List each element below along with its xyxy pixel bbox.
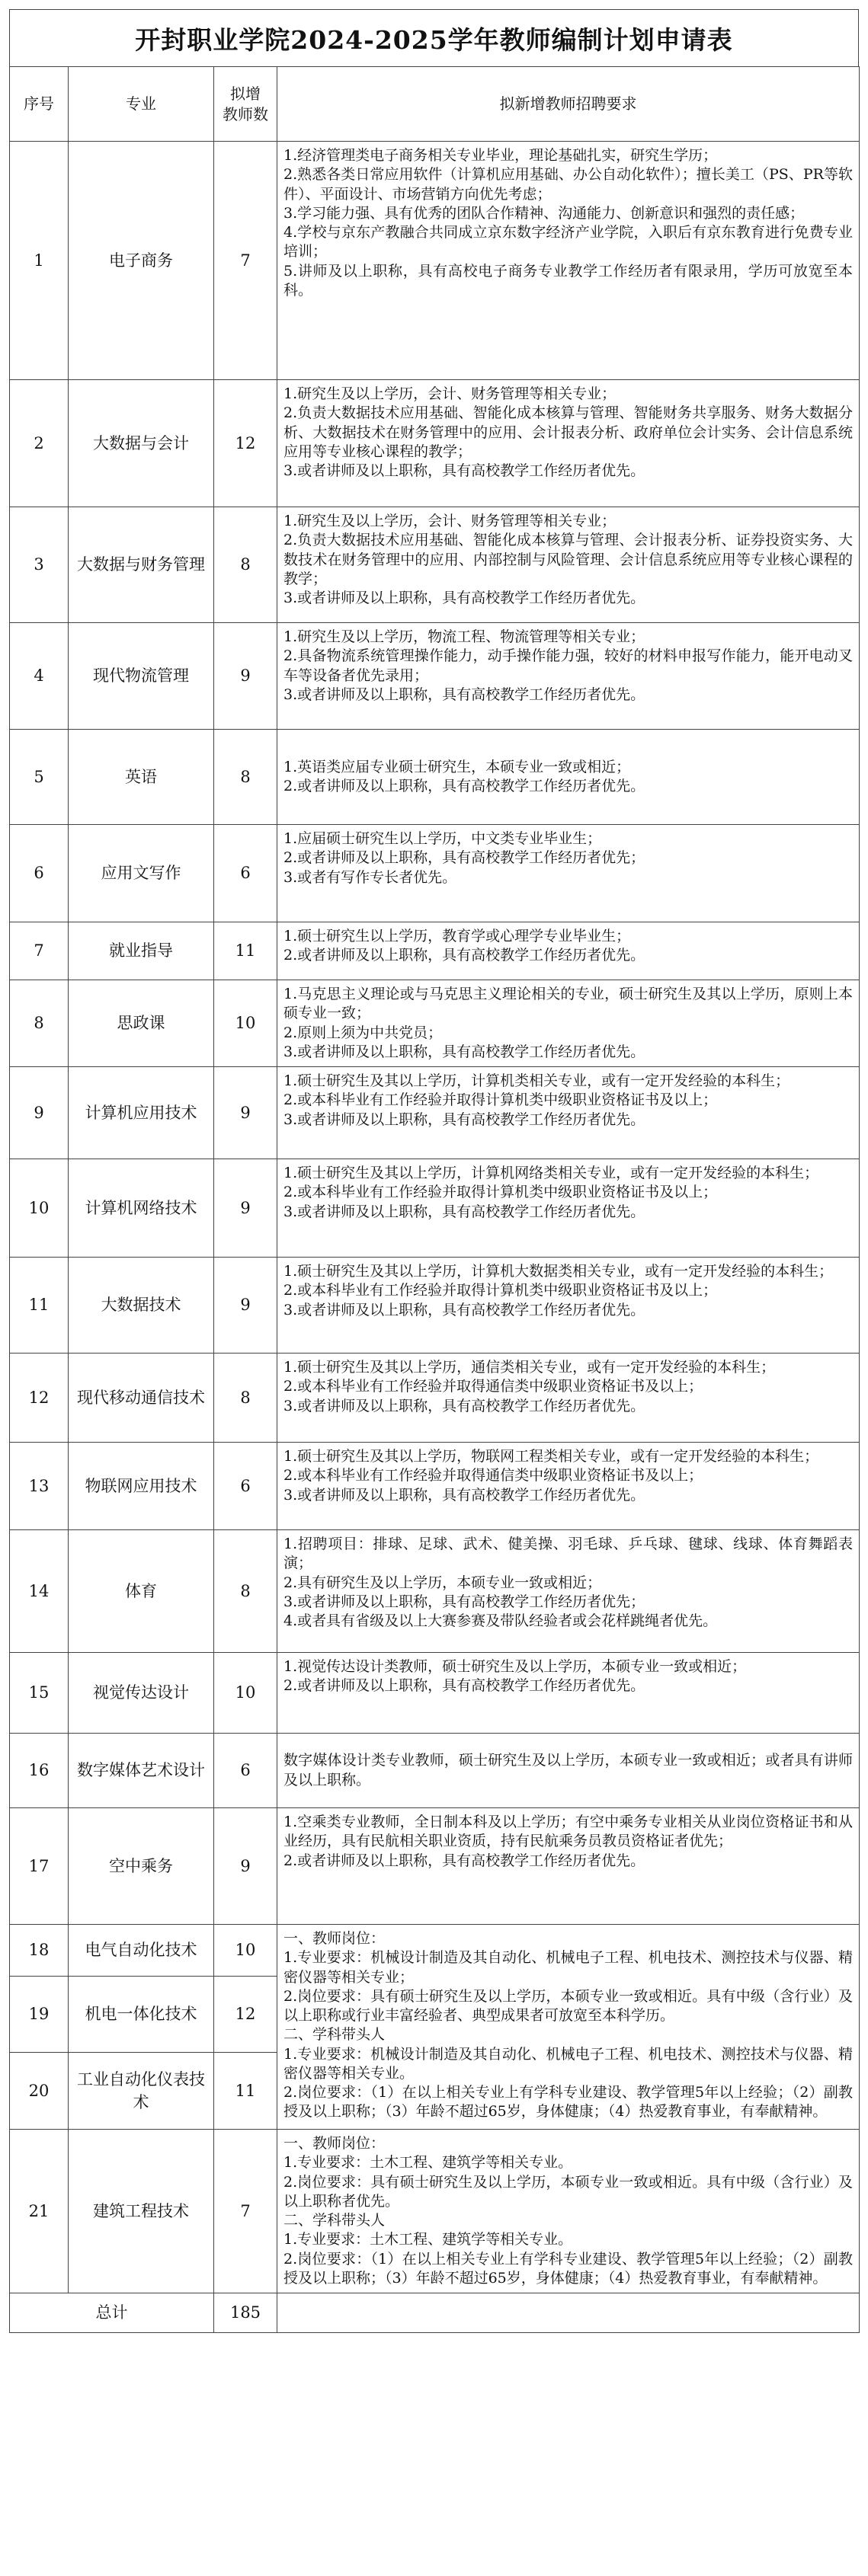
teacher-count: 6 bbox=[214, 1443, 277, 1530]
requirement-line: 2.或者讲师及以上职称，具有高校教学工作经历者优先。 bbox=[283, 1852, 645, 1869]
requirements-cell bbox=[277, 1443, 860, 1530]
teacher-count: 8 bbox=[214, 730, 277, 825]
teacher-count: 12 bbox=[214, 1977, 277, 2053]
requirements-cell bbox=[277, 1925, 860, 2130]
table-row bbox=[10, 730, 860, 825]
document-title: 开封职业学院2024-2025学年教师编制计划申请表 bbox=[9, 9, 859, 67]
table-row bbox=[10, 1734, 860, 1808]
teacher-count: 6 bbox=[214, 825, 277, 922]
major-name: 体育 bbox=[69, 1530, 214, 1653]
requirement-line: 1.英语类应届专业硕士研究生，本硕专业一致或相近； bbox=[283, 758, 631, 775]
requirement-line: 4.学校与京东产教融合共同成立京东数字经济产业学院，入职后有京东教育进行免费专业培训； bbox=[283, 224, 853, 260]
requirement-line: 2.或本科毕业有工作经验并取得计算机类中级职业资格证书及以上； bbox=[283, 1282, 718, 1299]
table-row bbox=[10, 142, 860, 380]
requirement-line: 2.具备物流系统管理操作能力，动手操作能力强，较好的材料申报写作能力，能开电动叉车等设备者优先录用； bbox=[283, 647, 853, 684]
requirement-line: 二、学科带头人 bbox=[283, 2026, 386, 2044]
requirement-line: 2.熟悉各类日常应用软件（计算机应用基础、办公自动化软件）；擅长美工（PS、PR等软件）、平面设计、市场营销方向优先考虑； bbox=[283, 166, 853, 203]
requirement-line: 1.专业要求：土木工程、建筑学等相关专业。 bbox=[283, 2154, 573, 2172]
requirements-cell bbox=[277, 980, 860, 1067]
requirements-cell bbox=[277, 623, 860, 730]
major-name: 视觉传达设计 bbox=[69, 1653, 214, 1734]
major-name: 工业自动化仪表技术 bbox=[69, 2053, 214, 2130]
table-row bbox=[10, 2130, 860, 2293]
row-index: 11 bbox=[10, 1258, 69, 1354]
requirements-cell bbox=[277, 142, 860, 380]
requirement-line: 3.或者讲师及以上职称，具有高校教学工作经历者优先。 bbox=[283, 1486, 645, 1504]
teacher-count: 8 bbox=[214, 1354, 277, 1443]
row-index: 1 bbox=[10, 142, 69, 380]
table-row bbox=[10, 380, 860, 507]
requirement-line: 3.或者讲师及以上职称，具有高校教学工作经历者优先。 bbox=[283, 1301, 645, 1318]
requirement-line: 1.硕士研究生及其以上学历，计算机大数据类相关专业，或有一定开发经验的本科生； bbox=[283, 1263, 834, 1280]
requirement-line: 3.或者讲师及以上职称，具有高校教学工作经历者优先。 bbox=[283, 1203, 645, 1220]
requirement-line: 2.岗位要求：（1）在以上相关专业上有学科专业建设、教学管理5年以上经验；（2）副教授及以上职称；（3）年龄不超过65岁，身体健康；（4）热爱教育事业，有奉献精神。 bbox=[283, 2084, 853, 2121]
requirement-line: 2.原则上须为中共党员； bbox=[283, 1024, 443, 1041]
header-major: 专业 bbox=[69, 67, 214, 142]
major-name: 电气自动化技术 bbox=[69, 1925, 214, 1977]
requirement-line: 二、学科带头人 bbox=[283, 2212, 386, 2229]
requirements-cell bbox=[277, 507, 860, 623]
requirement-line: 1.专业要求：机械设计制造及其自动化、机械电子工程、机电技术、测控技术与仪器、精密仪器等相关专业。 bbox=[283, 2045, 853, 2082]
row-index: 18 bbox=[10, 1925, 69, 1977]
row-index: 13 bbox=[10, 1443, 69, 1530]
total-value: 185 bbox=[214, 2293, 277, 2333]
row-index: 5 bbox=[10, 730, 69, 825]
major-name: 建筑工程技术 bbox=[69, 2130, 214, 2293]
requirement-line: 2.或者讲师及以上职称，具有高校教学工作经历者优先； bbox=[283, 849, 645, 867]
requirement-line: 3.或者讲师及以上职称，具有高校教学工作经历者优先。 bbox=[283, 590, 645, 607]
major-name: 大数据技术 bbox=[69, 1258, 214, 1354]
teacher-count: 11 bbox=[214, 922, 277, 980]
requirement-line: 2.或本科毕业有工作经验并取得通信类中级职业资格证书及以上； bbox=[283, 1467, 703, 1485]
row-index: 4 bbox=[10, 623, 69, 730]
requirement-line: 一、教师岗位： bbox=[283, 1930, 386, 1948]
table-row bbox=[10, 1653, 860, 1734]
teacher-count: 10 bbox=[214, 1653, 277, 1734]
requirements-cell bbox=[277, 825, 860, 922]
requirements-cell bbox=[277, 1653, 860, 1734]
table-row bbox=[10, 1808, 860, 1925]
major-name: 机电一体化技术 bbox=[69, 1977, 214, 2053]
teacher-count: 9 bbox=[214, 1159, 277, 1258]
major-name: 英语 bbox=[69, 730, 214, 825]
table-row bbox=[10, 1159, 860, 1258]
major-name: 现代移动通信技术 bbox=[69, 1354, 214, 1443]
requirement-line: 2.或本科毕业有工作经验并取得通信类中级职业资格证书及以上； bbox=[283, 1378, 703, 1395]
teacher-count: 8 bbox=[214, 1530, 277, 1653]
requirement-line: 1.研究生及以上学历，物流工程、物流管理等相关专业； bbox=[283, 628, 645, 645]
total-empty bbox=[277, 2293, 860, 2333]
requirement-line: 2.岗位要求：（1）在以上相关专业上有学科专业建设、教学管理5年以上经验；（2）副教授及以上职称；（3）年龄不超过65岁，身体健康；（4）热爱教育事业，有奉献精神。 bbox=[283, 2250, 853, 2287]
table-row bbox=[10, 1258, 860, 1354]
requirement-line: 1.硕士研究生及其以上学历，计算机网络类相关专业，或有一定开发经验的本科生； bbox=[283, 1165, 819, 1182]
requirements-cell bbox=[277, 730, 860, 825]
requirement-line: 2.岗位要求：具有硕士研究生及以上学历，本硕专业一致或相近。具有中级（含行业）及以上职称或行业丰富经验者、典型成果者可放宽至本科学历。 bbox=[283, 1987, 853, 2025]
teacher-count: 10 bbox=[214, 980, 277, 1067]
teacher-count: 9 bbox=[214, 1808, 277, 1925]
row-index: 7 bbox=[10, 922, 69, 980]
requirement-line: 1.马克思主义理论或与马克思主义理论相关的专业，硕士研究生及其以上学历，原则上本硕专业一致； bbox=[283, 986, 853, 1022]
requirement-line: 3.或者有写作专长者优先。 bbox=[283, 868, 457, 886]
requirement-line: 2.具有研究生及以上学历，本硕专业一致或相近； bbox=[283, 1574, 602, 1591]
teacher-count: 6 bbox=[214, 1734, 277, 1808]
requirement-line: 1.硕士研究生及其以上学历，计算机类相关专业，或有一定开发经验的本科生； bbox=[283, 1072, 790, 1090]
requirement-line: 3.或者讲师及以上职称，具有高校教学工作经历者优先。 bbox=[283, 1043, 645, 1060]
major-name: 大数据与会计 bbox=[69, 380, 214, 507]
row-index: 3 bbox=[10, 507, 69, 623]
requirement-line: 1.专业要求：土木工程、建筑学等相关专业。 bbox=[283, 2231, 573, 2248]
requirement-line: 1.硕士研究生以上学历，教育学或心理学专业毕业生； bbox=[283, 928, 631, 944]
row-index: 17 bbox=[10, 1808, 69, 1925]
major-name: 大数据与财务管理 bbox=[69, 507, 214, 623]
requirements-cell bbox=[277, 1354, 860, 1443]
requirements-cell bbox=[277, 922, 860, 980]
major-name: 物联网应用技术 bbox=[69, 1443, 214, 1530]
major-name: 电子商务 bbox=[69, 142, 214, 380]
requirement-line: 4.或者具有省级及以上大赛参赛及带队经验者或会花样跳绳者优先。 bbox=[283, 1612, 718, 1630]
row-index: 20 bbox=[10, 2053, 69, 2130]
row-index: 10 bbox=[10, 1159, 69, 1258]
requirement-line: 2.负责大数据技术应用基础、智能化成本核算与管理、会计报表分析、证券投资实务、大数技术在财务管理中的应用、内部控制与风险管理、会计信息系统应用等专业核心课程的教学； bbox=[283, 532, 853, 587]
teacher-count: 12 bbox=[214, 380, 277, 507]
requirement-line: 2.或者讲师及以上职称，具有高校教学工作经历者优先。 bbox=[283, 778, 645, 794]
requirement-line: 2.或者讲师及以上职称，具有高校教学工作经历者优先。 bbox=[283, 1677, 645, 1695]
table-row bbox=[10, 1067, 860, 1159]
requirement-line: 1.专业要求：机械设计制造及其自动化、机械电子工程、机电技术、测控技术与仪器、精密仪器等相关专业； bbox=[283, 1949, 853, 1986]
requirement-line: 1.视觉传达设计类教师，硕士研究生及以上学历，本硕专业一致或相近； bbox=[283, 1658, 747, 1676]
requirement-line: 1.应届硕士研究生以上学历，中文类专业毕业生； bbox=[283, 830, 602, 847]
requirement-line: 3.或者讲师及以上职称，具有高校教学工作经历者优先。 bbox=[283, 1397, 645, 1414]
header-requirements: 拟新增教师招聘要求 bbox=[277, 67, 860, 142]
requirement-line: 数字媒体设计类专业教师，硕士研究生及以上学历，本硕专业一致或相近；或者具有讲师及以上职称。 bbox=[283, 1752, 853, 1788]
table-row bbox=[10, 507, 860, 623]
requirements-cell bbox=[277, 2130, 860, 2293]
teacher-count: 8 bbox=[214, 507, 277, 623]
teacher-count: 9 bbox=[214, 1258, 277, 1354]
table-row bbox=[10, 980, 860, 1067]
row-index: 2 bbox=[10, 380, 69, 507]
requirements-cell bbox=[277, 1067, 860, 1159]
teacher-count: 9 bbox=[214, 1067, 277, 1159]
row-index: 12 bbox=[10, 1354, 69, 1443]
requirement-line: 1.空乘类专业教师，全日制本科及以上学历；有空中乘务专业相关从业岗位资格证书和从业经历，具有民航相关职业资质，持有民航乘务员教员资格证者优先； bbox=[283, 1814, 853, 1850]
requirement-line: 1.经济管理类电子商务相关专业毕业，理论基础扎实，研究生学历； bbox=[283, 147, 718, 164]
header-count: 拟增 教师数 bbox=[214, 67, 277, 142]
requirements-cell bbox=[277, 380, 860, 507]
table-row bbox=[10, 1354, 860, 1443]
row-index: 21 bbox=[10, 2130, 69, 2293]
row-index: 14 bbox=[10, 1530, 69, 1653]
teacher-count: 10 bbox=[214, 1925, 277, 1977]
table-row bbox=[10, 1530, 860, 1653]
major-name: 计算机应用技术 bbox=[69, 1067, 214, 1159]
total-label: 总计 bbox=[10, 2293, 214, 2333]
requirement-line: 3.或者讲师及以上职称，具有高校教学工作经历者优先； bbox=[283, 1593, 645, 1610]
requirement-line: 2.负责大数据技术应用基础、智能化成本核算与管理、智能财务共享服务、财务大数据分析、大数据技术在财务管理中的应用、会计报表分析、政府单位会计实务、会计信息系统应用等专业核心课程的教学； bbox=[283, 404, 853, 460]
major-name: 应用文写作 bbox=[69, 825, 214, 922]
requirement-line: 1.研究生及以上学历，会计、财务管理等相关专业； bbox=[283, 513, 617, 529]
teacher-count: 11 bbox=[214, 2053, 277, 2130]
teacher-count: 7 bbox=[214, 2130, 277, 2293]
requirement-line: 3.或者讲师及以上职称，具有高校教学工作经历者优先。 bbox=[283, 462, 645, 480]
major-name: 就业指导 bbox=[69, 922, 214, 980]
table-row bbox=[10, 825, 860, 922]
requirements-cell bbox=[277, 1258, 860, 1354]
requirement-line: 一、教师岗位： bbox=[283, 2135, 386, 2153]
requirement-line: 1.招聘项目：排球、足球、武术、健美操、羽毛球、乒乓球、毽球、线球、体育舞蹈表演； bbox=[283, 1536, 853, 1572]
row-index: 8 bbox=[10, 980, 69, 1067]
teacher-count: 7 bbox=[214, 142, 277, 380]
major-name: 现代物流管理 bbox=[69, 623, 214, 730]
major-name: 计算机网络技术 bbox=[69, 1159, 214, 1258]
table-row bbox=[10, 1443, 860, 1530]
requirement-line: 2.或本科毕业有工作经验并取得计算机类中级职业资格证书及以上； bbox=[283, 1091, 718, 1109]
requirement-line: 3.或者讲师及以上职称，具有高校教学工作经历者优先。 bbox=[283, 686, 645, 703]
requirements-cell bbox=[277, 1530, 860, 1653]
major-name: 思政课 bbox=[69, 980, 214, 1067]
requirements-cell bbox=[277, 1159, 860, 1258]
requirement-line: 5.讲师及以上职称，具有高校电子商务专业教学工作经历者有限录用，学历可放宽至本科。 bbox=[283, 262, 853, 299]
requirement-line: 1.硕士研究生及其以上学历，通信类相关专业，或有一定开发经验的本科生； bbox=[283, 1359, 776, 1376]
major-name: 数字媒体艺术设计 bbox=[69, 1734, 214, 1808]
row-index: 6 bbox=[10, 825, 69, 922]
row-index: 16 bbox=[10, 1734, 69, 1808]
row-index: 19 bbox=[10, 1977, 69, 2053]
table-row bbox=[10, 1925, 860, 1977]
requirement-line: 2.或本科毕业有工作经验并取得计算机类中级职业资格证书及以上； bbox=[283, 1184, 718, 1201]
teacher-count: 9 bbox=[214, 623, 277, 730]
major-name: 空中乘务 bbox=[69, 1808, 214, 1925]
requirement-line: 1.研究生及以上学历，会计、财务管理等相关专业； bbox=[283, 385, 617, 402]
requirement-line: 2.或者讲师及以上职称，具有高校教学工作经历者优先。 bbox=[283, 947, 645, 964]
requirements-cell bbox=[277, 1734, 860, 1808]
table-row bbox=[10, 922, 860, 980]
row-index: 15 bbox=[10, 1653, 69, 1734]
requirements-cell bbox=[277, 1808, 860, 1925]
requirement-line: 3.或者讲师及以上职称，具有高校教学工作经历者优先。 bbox=[283, 1111, 645, 1128]
requirement-line: 1.硕士研究生及其以上学历，物联网工程类相关专业，或有一定开发经验的本科生； bbox=[283, 1448, 819, 1465]
plan-table bbox=[9, 66, 860, 2333]
row-index: 9 bbox=[10, 1067, 69, 1159]
header-index: 序号 bbox=[10, 67, 69, 142]
total-row bbox=[10, 2293, 860, 2333]
requirement-line: 2.岗位要求：具有硕士研究生及以上学历，本硕专业一致或相近。具有中级（含行业）及以上职称者优先。 bbox=[283, 2173, 853, 2210]
requirement-line: 3.学习能力强、具有优秀的团队合作精神、沟通能力、创新意识和强烈的责任感； bbox=[283, 204, 805, 222]
header-row bbox=[10, 67, 860, 142]
table-row bbox=[10, 623, 860, 730]
